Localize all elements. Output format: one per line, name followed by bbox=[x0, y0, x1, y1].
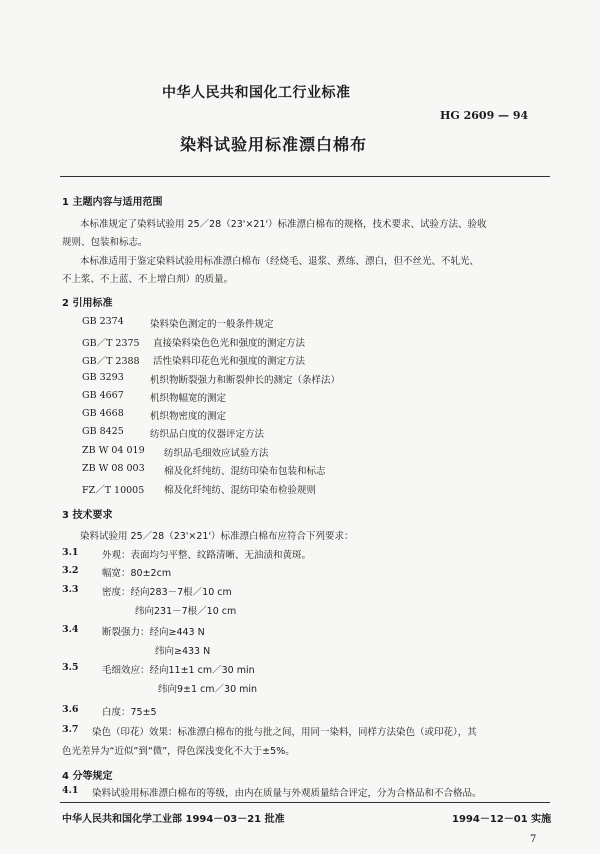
section-2-heading: 2 引用标准 bbox=[62, 298, 113, 309]
item-text: 外观：表面均匀平整、纹路清晰、无油渍和黄斑。 bbox=[102, 550, 312, 561]
ref-code: FZ／T 10005 bbox=[82, 485, 145, 496]
item-number: 3.7 bbox=[62, 724, 79, 735]
effective-date: 1994－12－01 实施 bbox=[452, 814, 552, 825]
ref-code: GB 4668 bbox=[82, 408, 124, 419]
page-number: 7 bbox=[530, 834, 537, 845]
item-text: 密度：经向283－7根／10 cm bbox=[102, 587, 232, 598]
footer-rule bbox=[60, 802, 550, 803]
item-text: 染色（印花）效果：标准漂白棉布的批与批之间，用同一染料，同样方法染色（或印花），其 bbox=[92, 727, 477, 738]
section-3-intro: 染料试验用 25／28（23'×21'）标准漂白棉布应符合下列要求： bbox=[80, 531, 354, 542]
item-number: 3.3 bbox=[62, 584, 79, 595]
section-4-heading: 4 分等规定 bbox=[62, 771, 113, 782]
item-number: 3.6 bbox=[62, 704, 79, 715]
item-text: 白度：75±5 bbox=[102, 707, 157, 718]
item-number: 3.1 bbox=[62, 547, 79, 558]
document-title: 染料试验用标准漂白棉布 bbox=[180, 135, 368, 154]
item-number: 3.5 bbox=[62, 662, 79, 673]
ref-name: 棉及化纤纯纺、混纺印染布检验规则 bbox=[164, 485, 317, 496]
item-number: 4.1 bbox=[62, 785, 79, 796]
header-rule bbox=[60, 176, 550, 177]
item-text-continued: 纬向231－7根／10 cm bbox=[135, 606, 237, 617]
section-1-p1-line2: 规则、包装和标志。 bbox=[62, 237, 148, 248]
section-1-p2-line1: 本标准适用于鉴定染料试验用标准漂白棉布（经烧毛、退浆、煮练、漂白，但不丝光、不轧光、 bbox=[80, 256, 480, 267]
item-number: 3.2 bbox=[62, 565, 79, 576]
ref-name: 活性染料印花色光和强度的测定方法 bbox=[153, 356, 306, 367]
item-text: 染料试验用标准漂白棉布的等级，由内在质量与外观质量结合评定，分为合格品和不合格品。 bbox=[92, 788, 482, 799]
ref-name: 染料染色测定的一般条件规定 bbox=[150, 319, 274, 330]
section-3-heading: 3 技术要求 bbox=[62, 510, 113, 521]
ref-code: GB 8425 bbox=[82, 426, 124, 437]
ref-name: 机织物密度的测定 bbox=[150, 411, 227, 422]
ref-code: GB 4667 bbox=[82, 390, 124, 401]
section-1-p2-line2: 不上浆、不上蓝、不上增白剂）的质量。 bbox=[62, 274, 234, 285]
item-text: 毛细效应：经向11±1 cm／30 min bbox=[102, 665, 255, 676]
ref-code: GB／T 2388 bbox=[82, 356, 140, 367]
ref-name: 棉及化纤纯纺、混纺印染布包装和标志 bbox=[164, 466, 326, 477]
item-text-continued: 色光差异为“近似”到“微”，得色深浅变化不大于±5%。 bbox=[62, 746, 295, 757]
item-text: 断裂强力：经向≥443 N bbox=[102, 627, 205, 638]
ref-code: GB 3293 bbox=[82, 372, 124, 383]
item-number: 3.4 bbox=[62, 624, 79, 635]
ref-name: 纺织品白度的仪器评定方法 bbox=[150, 429, 265, 440]
ref-name: 直接染料染色色光和强度的测定方法 bbox=[153, 338, 306, 349]
ref-name: 纺织品毛细效应试验方法 bbox=[164, 448, 269, 459]
item-text: 幅宽：80±2cm bbox=[102, 568, 172, 579]
ref-name: 机织物幅宽的测定 bbox=[150, 393, 227, 404]
section-1-heading: 1 主题内容与适用范围 bbox=[62, 197, 163, 208]
ref-code: GB／T 2375 bbox=[82, 338, 140, 349]
approval-line: 中华人民共和国化学工业部 1994－03－21 批准 bbox=[62, 814, 285, 825]
item-text-continued: 纬向≥433 N bbox=[155, 646, 211, 657]
ref-code: ZB W 04 019 bbox=[82, 445, 145, 456]
ref-code: GB 2374 bbox=[82, 316, 124, 327]
item-text-continued: 纬向9±1 cm／30 min bbox=[158, 684, 258, 695]
standard-code: HG 2609 — 94 bbox=[440, 109, 529, 122]
ref-name: 机织物断裂强力和断裂伸长的测定（条样法） bbox=[150, 375, 341, 386]
section-1-p1-line1: 本标准规定了染料试验用 25／28（23'×21'）标准漂白棉布的规格，技术要求、试验方法、验收 bbox=[80, 219, 487, 230]
ref-code: ZB W 08 003 bbox=[82, 463, 145, 474]
industry-standard-title: 中华人民共和国化工行业标准 bbox=[162, 85, 351, 101]
